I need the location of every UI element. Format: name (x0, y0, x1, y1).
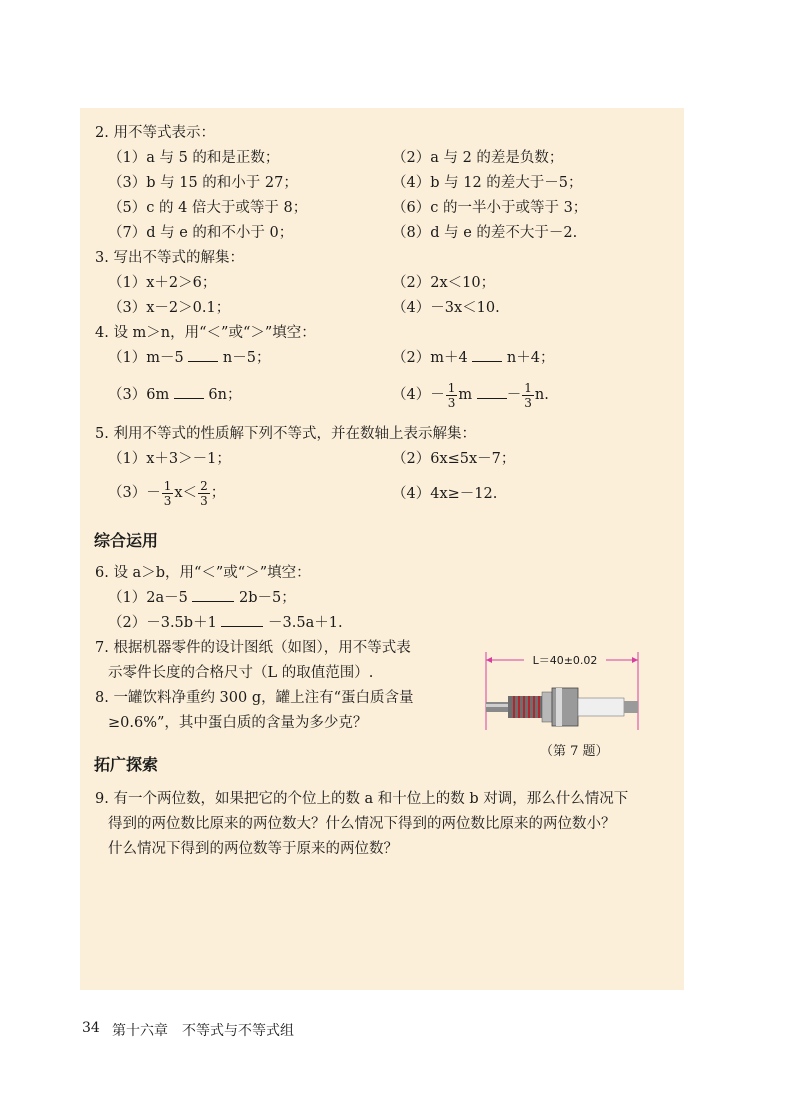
q3-title: 3. 写出不等式的解集： (95, 250, 244, 266)
q2-item-8: （8）d 与 e 的差不大于－2. (392, 225, 578, 241)
section-heading-extension: 拓广探索 (94, 755, 159, 774)
q4-item-1-left: （1）m－5 (108, 350, 184, 366)
q9-line-2: 得到的两位数比原来的两位数大？什么情况下得到的两位数比原来的两位数小？ (108, 816, 616, 832)
q2-item-5: （5）c 的 4 倍大于或等于 8； (108, 200, 308, 216)
q5-item-4: （4）4x≥－12. (392, 486, 498, 502)
q4-item-4-n: n. (534, 387, 549, 403)
q5-item-1: （1）x＋3＞－1； (108, 451, 231, 467)
q6-item-2-left: （2）－3.5b＋1 (108, 615, 217, 631)
q2-item-1: （1）a 与 5 的和是正数； (108, 150, 280, 166)
q6-item-1 (108, 588, 296, 608)
arrow-right-icon (632, 657, 638, 663)
q8-line-1: 8. 一罐饮料净重约 300 g，罐上注有“蛋白质含量 (95, 690, 414, 706)
q3-item-4: （4）－3x＜10. (392, 300, 500, 316)
q4-item-3 (108, 385, 242, 405)
q4-item-2-right: n＋4； (506, 350, 555, 366)
answer-blank[interactable] (472, 348, 502, 362)
q6-title: 6. 设 a＞b，用“＜”或“＞”填空： (95, 565, 311, 581)
plug-terminal (624, 701, 638, 713)
q4-item-4-prefix: （4）－ (392, 387, 445, 403)
q4-item-1-right: n－5； (222, 350, 271, 366)
fraction-one-third: $\frac{1}{3}$ (447, 380, 456, 410)
q5-item-3-end: ； (210, 485, 226, 501)
q4-item-2-left: （2）m＋4 (392, 350, 468, 366)
q8-line-2: ≥0.6%”，其中蛋白质的含量为多少克？ (108, 715, 368, 731)
answer-blank[interactable] (174, 385, 204, 399)
q5-item-3-prefix: （3）－ (108, 485, 161, 501)
plug-washer (542, 692, 552, 722)
q4-item-3-right: 6n； (208, 387, 242, 403)
q4-item-1 (108, 348, 271, 368)
chapter-label: 第十六章 (112, 1023, 168, 1039)
q6-item-2-right: －3.5a＋1. (268, 615, 343, 631)
q4-item-2 (392, 348, 555, 368)
answer-blank[interactable] (188, 348, 218, 362)
q4-item-4-m: m (458, 387, 473, 403)
q9-line-1: 9. 有一个两位数，如果把它的个位上的数 a 和十位上的数 b 对调，那么什么情况下 (95, 791, 629, 807)
q5-item-3-x: x＜ (174, 485, 198, 501)
dimension-label: L＝40±0.02 (532, 654, 598, 667)
q2-item-6: （6）c 的一半小于或等于 3； (392, 200, 588, 216)
q4-item-4-minus: － (506, 387, 522, 403)
q6-item-1-right: 2b－5； (239, 590, 296, 606)
q5-item-3 (108, 476, 225, 510)
answer-blank[interactable] (192, 588, 234, 602)
q6-item-2 (108, 613, 343, 633)
q4-item-4 (392, 378, 549, 412)
q7-line-1: 7. 根据机器零件的设计图纸（如图），用不等式表 (95, 640, 411, 656)
section-heading-comprehensive: 综合运用 (94, 531, 159, 550)
q2-title: 2. 用不等式表示： (95, 125, 215, 141)
q6-item-1-left: （1）2a－5 (108, 590, 188, 606)
plug-insulator (578, 698, 624, 716)
fraction-one-third: $\frac{1}{3}$ (524, 380, 532, 410)
q4-title: 4. 设 m＞n，用“＜”或“＞”填空： (95, 325, 316, 341)
q3-item-3: （3）x－2＞0.1； (108, 300, 231, 316)
fraction-one-third: $\frac{1}{3}$ (163, 478, 172, 508)
q5-item-2: （2）6x≤5x－7； (392, 451, 516, 467)
q2-item-4: （4）b 与 12 的差大于－5； (392, 175, 583, 191)
plug-hex-nut (552, 688, 578, 726)
answer-blank[interactable] (221, 613, 263, 627)
q2-item-2: （2）a 与 2 的差是负数； (392, 150, 564, 166)
q9-line-3: 什么情况下得到的两位数等于原来的两位数？ (108, 841, 398, 857)
page-number: 34 (82, 1020, 100, 1036)
arrow-left-icon (486, 657, 492, 663)
figure-caption: （第 7 题） (540, 744, 609, 759)
q3-item-1: （1）x＋2＞6； (108, 275, 217, 291)
chapter-title: 不等式与不等式组 (182, 1023, 294, 1039)
q4-item-3-left: （3）6m (108, 387, 170, 403)
fraction-two-thirds: $\frac{2}{3}$ (200, 478, 208, 508)
q2-item-3: （3）b 与 15 的和小于 27； (108, 175, 298, 191)
q7-line-2: 示零件长度的合格尺寸（L 的取值范围）. (108, 665, 374, 681)
q3-item-2: （2）2x＜10； (392, 275, 496, 291)
q5-title: 5. 利用不等式的性质解下列不等式，并在数轴上表示解集： (95, 426, 476, 442)
answer-blank[interactable] (477, 385, 507, 399)
q2-item-7: （7）d 与 e 的和不小于 0； (108, 225, 294, 241)
